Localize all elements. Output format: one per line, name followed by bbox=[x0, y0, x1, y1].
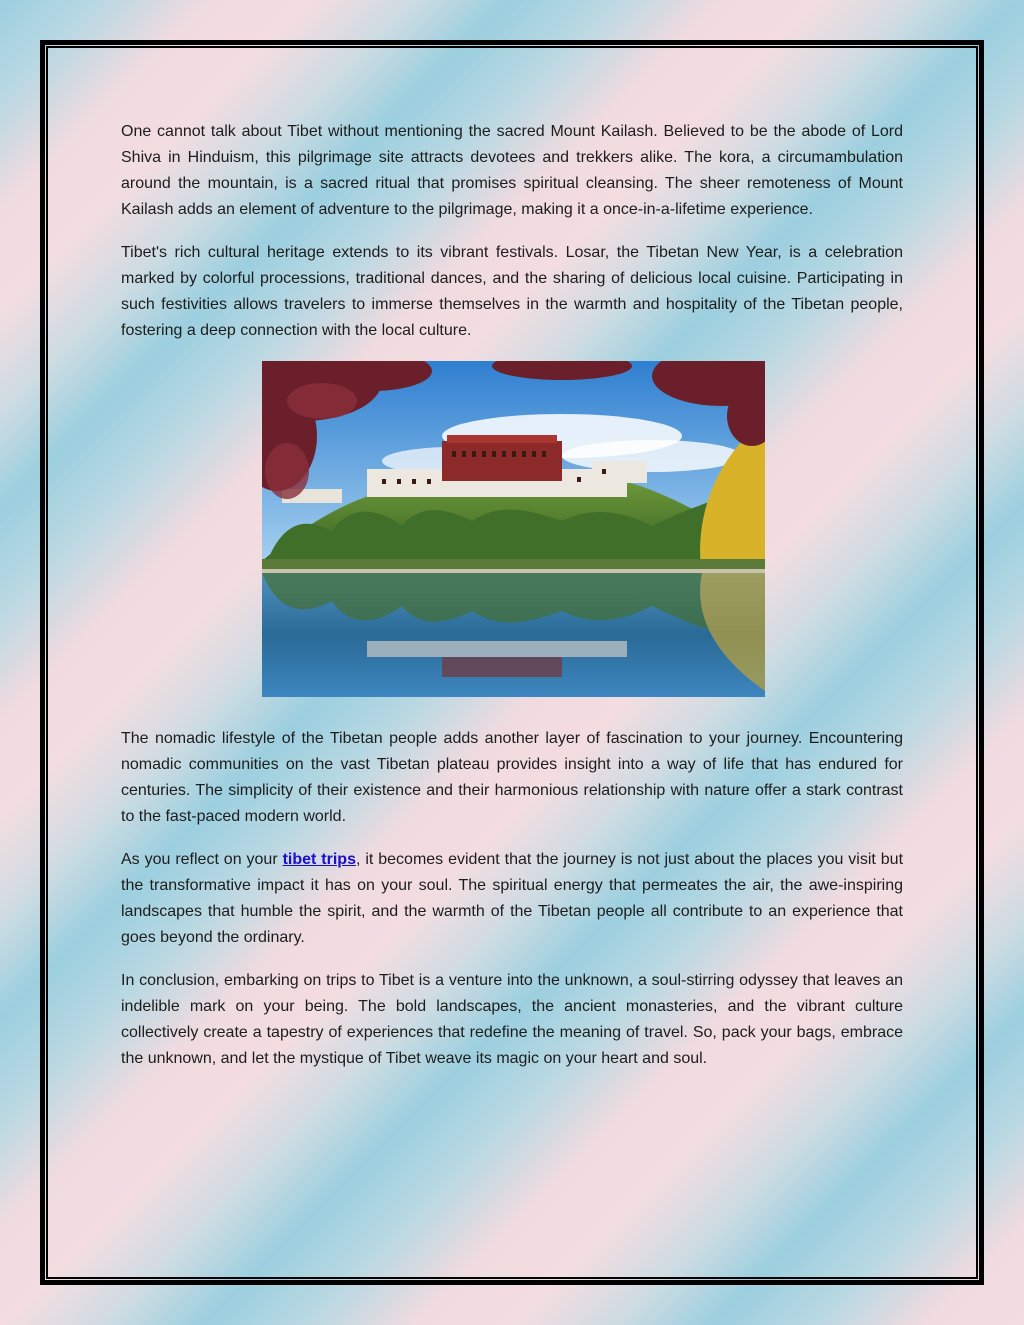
reflect-text-after: , it becomes evident that the journey is not just about the places you visit but the transformative impact it has on your soul. The spiritual energy that permeates the air, the awe-inspiring landscapes that humble the spirit, and the warmth of the Tibetan people all contribute to an experience that goes beyond the ordinary. bbox=[121, 851, 904, 946]
paragraph-reflect bbox=[121, 847, 903, 951]
potala-palace-photo bbox=[262, 361, 765, 697]
document-body bbox=[121, 119, 903, 1089]
photo-illustration bbox=[262, 361, 765, 697]
paragraph-nomadic: The nomadic lifestyle of the Tibetan people adds another layer of fascination to your journey. Encountering nomadic communities on the vast Tibetan plateau provides insight into a way of life that has endured for centuries. The simplicity of their existence and their harmonious relationship with nature offer a stark contrast to the fast-paced modern world. bbox=[121, 730, 903, 825]
paragraph-conclusion: In conclusion, embarking on trips to Tibet is a venture into the unknown, a soul-stirring odyssey that leaves an indelible mark on your being. The bold landscapes, the ancient monasteries, and the vibrant culture collectively create a tapestry of experiences that redefine the meaning of travel. So, pack your bags, embrace the unknown, and let the mystique of Tibet weave its magic on your heart and soul. bbox=[121, 972, 903, 1067]
paragraph-festivals: Tibet's rich cultural heritage extends to its vibrant festivals. Losar, the Tibetan New Year, is a celebration marked by colorful processions, traditional dances, and the sharing of delicious local cuisine. Participating in such festivities allows travelers to immerse themselves in the warmth and hospitality of the Tibetan people, fostering a deep connection with the local culture. bbox=[121, 244, 903, 339]
reflect-text-before: As you reflect on your bbox=[121, 851, 283, 868]
tibet-trips-link[interactable]: tibet trips bbox=[282, 851, 356, 868]
paragraph-kailash: One cannot talk about Tibet without mentioning the sacred Mount Kailash. Believed to be the abode of Lord Shiva in Hinduism, this pilgrimage site attracts devotees and trekkers alike. The kora, a circumambulation around the mountain, is a sacred ritual that promises spiritual cleansing. The sheer remoteness of Mount Kailash adds an element of adventure to the pilgrimage, making it a once-in-a-lifetime experience. bbox=[121, 123, 903, 218]
